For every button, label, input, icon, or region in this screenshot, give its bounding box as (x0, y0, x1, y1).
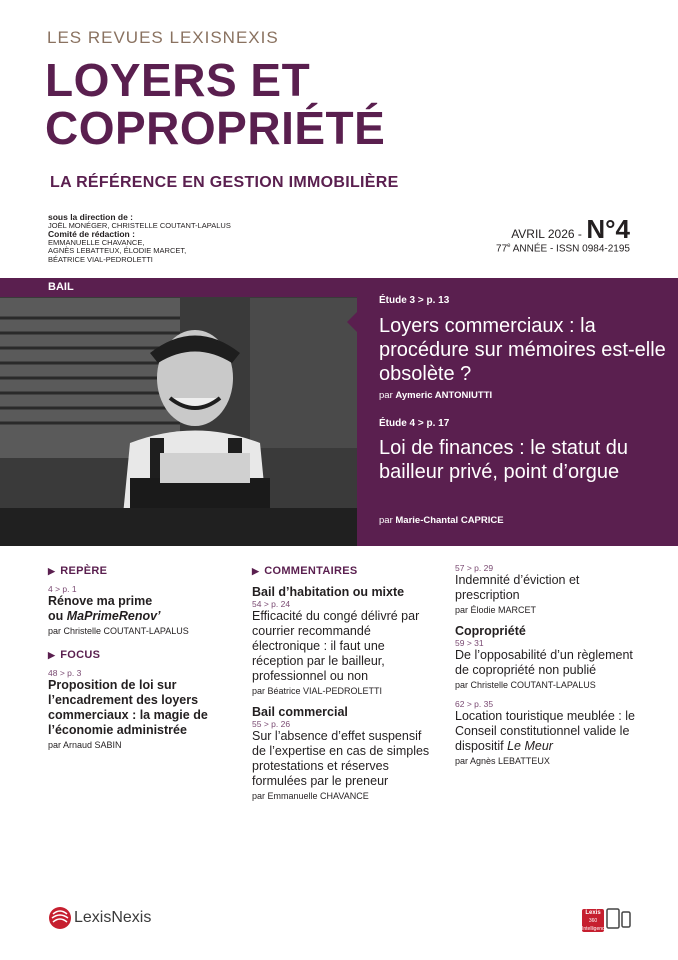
article-ref[interactable]: 62 > p. 35 (455, 699, 494, 709)
lexis360-badge-icon: Lexis 360 Intelligence (582, 910, 608, 932)
issue-date: AVRIL 2026 - (511, 227, 582, 241)
lexisnexis-logo-icon (48, 906, 72, 935)
article-title[interactable]: Rénove ma prime (48, 594, 153, 608)
direction-label: sous la direction de : (48, 212, 134, 222)
study-author: par Marie-Chantal CAPRICE (379, 515, 504, 526)
column-3 (455, 563, 635, 766)
column-2 (252, 565, 432, 801)
issue-year-issn: 77e ANNÉE - ISSN 0984-2195 (496, 243, 630, 255)
article-title[interactable]: Proposition de loi sur l’encadrement des loyers commerciaux : la magie de l’économie administrée (48, 678, 208, 737)
feature-panel (357, 278, 678, 546)
journal-title (45, 56, 545, 152)
editorial-board (48, 213, 231, 265)
lexisnexis-logo-text: LexisNexis (74, 909, 152, 926)
subsection-title: Bail d’habitation ou mixte (252, 585, 405, 599)
committee-label: Comité de rédaction : (48, 229, 135, 240)
issue-number: N°4 (586, 214, 630, 244)
direction-names: JOËL MONÉGER, CHRISTELLE COUTANT-LAPALUS (48, 220, 231, 230)
article-title[interactable]: ou MaPrimeRenov’ (48, 609, 161, 623)
article-title[interactable]: Location touristique meublée : le Conseil constitutionnel valide le dispositif Le Meur (455, 709, 635, 753)
article-title[interactable]: Efficacité du congé délivré par courrier recommandé électronique : il faut une réception par le bailleur, professionnel ou non (252, 609, 420, 683)
title-line-1: LOYERS ET (45, 54, 311, 106)
study-ref[interactable]: Étude 3 > p. 13 (379, 295, 450, 306)
article-ref[interactable]: 55 > p. 26 (252, 719, 291, 729)
article-author: par Emmanuelle CHAVANCE (252, 791, 369, 801)
column-1 (48, 565, 223, 750)
study-author: par Aymeric ANTONIUTTI (379, 390, 493, 401)
article-author: par Béatrice VIAL-PEDROLETTI (252, 686, 383, 696)
article-ref[interactable]: 54 > p. 24 (252, 599, 291, 609)
article-author: par Agnès LEBATTEUX (455, 756, 550, 766)
article-title[interactable]: Sur l’absence d’effet suspensif de l’expertise en cas de simples protestations et réserves formulées par le preneur (252, 729, 430, 788)
section-bail: BAIL (0, 278, 357, 297)
study-ref[interactable]: Étude 4 > p. 17 (379, 418, 450, 429)
article-author: par Élodie MARCET (455, 605, 537, 615)
committee-line: AGNÈS LEBATTEUX, ÉLODIE MARCET, (48, 246, 187, 256)
article-author: par Christelle COUTANT-LAPALUS (48, 626, 189, 636)
subsection-title: Bail commercial (252, 705, 348, 719)
section-commentaires: ▶ COMMENTAIRES (252, 565, 432, 577)
cover-photo (0, 278, 357, 546)
article-title[interactable]: De l’opposabilité d’un règlement de copropriété non publié (455, 648, 633, 677)
article-ref[interactable]: 4 > p. 1 (48, 584, 77, 594)
committee-line: BÉATRICE VIAL-PEDROLETTI (48, 254, 153, 264)
series-label: LES REVUES LEXISNEXIS (47, 28, 279, 47)
article-author: par Christelle COUTANT-LAPALUS (455, 680, 596, 690)
subsection-title: Copropriété (455, 624, 526, 638)
article-author: par Arnaud SABIN (48, 740, 122, 750)
title-line-2: COPROPRIÉTÉ (45, 102, 386, 154)
article-ref[interactable]: 48 > p. 3 (48, 668, 82, 678)
committee-line: EMMANUELLE CHAVANCE, (48, 237, 145, 247)
issue-info (496, 214, 630, 254)
study-title[interactable]: Loi de finances : le statut du bailleur privé, point d’orgue (379, 437, 629, 483)
article-ref[interactable]: 57 > p. 29 (455, 563, 494, 573)
devices-icon (606, 907, 632, 936)
study-title[interactable]: Loyers commerciaux : la procédure sur mémoires est-elle obsolète ? (379, 315, 666, 385)
tagline: LA RÉFÉRENCE EN GESTION IMMOBILIÈRE (50, 174, 399, 191)
article-title[interactable]: Indemnité d’éviction et prescription (455, 573, 580, 602)
section-repere: ▶ REPÈRE (48, 565, 223, 577)
section-focus: ▶ FOCUS (48, 649, 223, 661)
article-ref[interactable]: 59 > 31 (455, 638, 484, 648)
panel-notch (347, 312, 357, 332)
